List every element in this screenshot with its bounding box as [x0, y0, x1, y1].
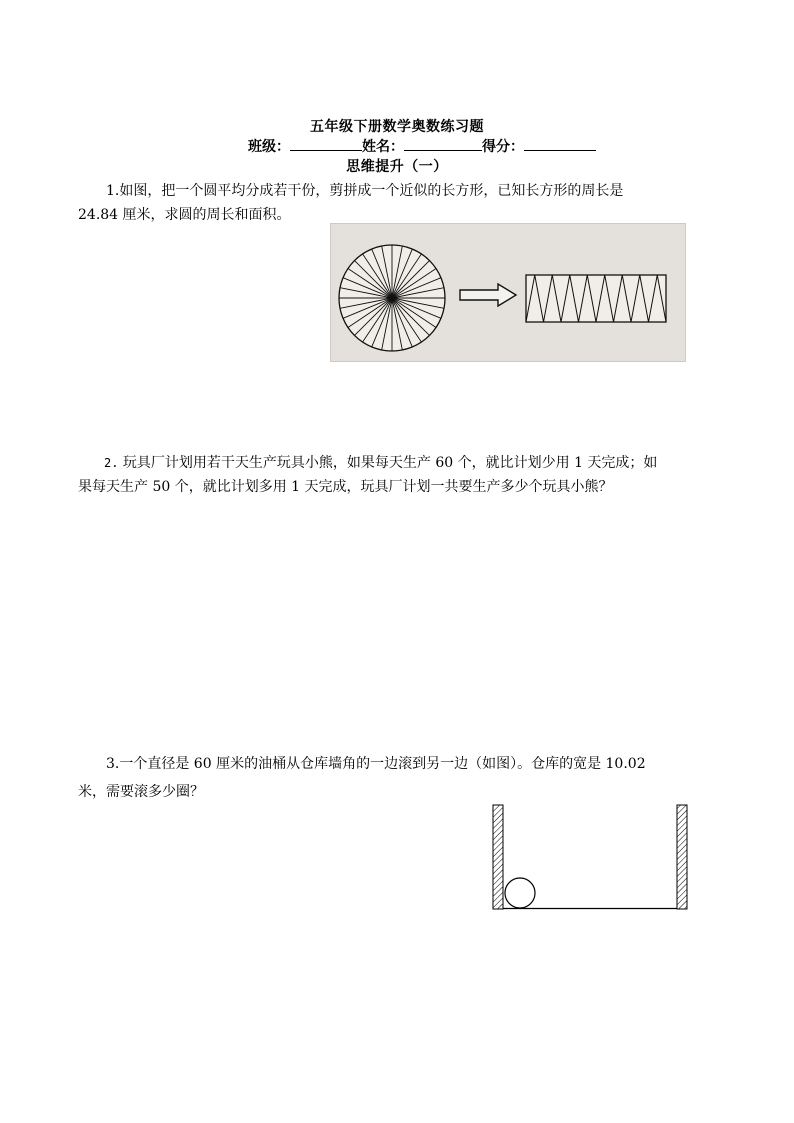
question-2 [78, 451, 657, 499]
score-label: 得分： [482, 139, 524, 155]
approximate-rectangle [526, 275, 666, 322]
divided-circle [339, 245, 445, 351]
class-blank[interactable] [290, 136, 362, 151]
question-2-number: 2. [104, 456, 119, 470]
circle-to-rectangle-figure [330, 223, 686, 362]
score-blank[interactable] [524, 136, 596, 151]
question-1-number: 1. [106, 183, 120, 199]
page-title: 五年级下册数学奥数练习题 [310, 119, 484, 135]
question-1-line-1: 如图，把一个圆平均分成若干份，剪拼成一个近似的长方形，已知长方形的周长是 [119, 183, 624, 199]
question-3-line-2: 米，需要滚多少圈？ [78, 784, 204, 800]
question-3-number: 3. [106, 756, 120, 772]
question-3-line-1: 一个直径是 60 厘米的油桶从仓库墙角的一边滚到另一边（如图）。仓库的宽是 10.02 [119, 756, 646, 772]
question-1 [78, 179, 623, 227]
question-2-line-2: 果每天生产 50 个，就比计划多用 1 天完成，玩具厂计划一共要生产多少个玩具小熊？ [78, 479, 613, 495]
question-2-line-1: 玩具厂计划用若干天生产玩具小熊，如果每天生产 60 个，就比计划少用 1 天完成；如 [118, 455, 658, 471]
warehouse-figure [490, 803, 692, 913]
section-title: 思维提升（一） [346, 159, 448, 175]
student-info-line [248, 136, 596, 156]
class-label: 班级： [248, 139, 290, 155]
right-wall [677, 805, 687, 909]
question-1-line-2: 24.84 厘米，求圆的周长和面积。 [78, 207, 291, 223]
question-3 [78, 752, 646, 804]
name-blank[interactable] [404, 136, 482, 151]
left-wall [493, 805, 503, 909]
oil-drum [505, 878, 535, 908]
name-label: 姓名： [362, 139, 404, 155]
